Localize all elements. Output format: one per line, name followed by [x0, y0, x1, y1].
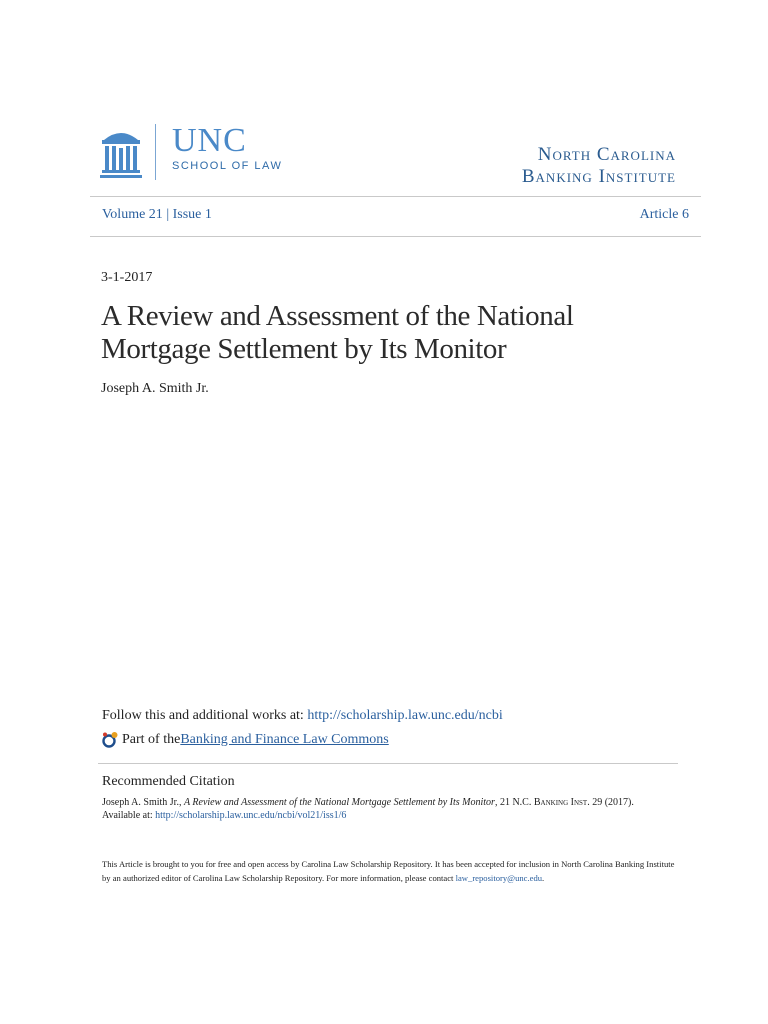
unc-label: UNC — [172, 122, 247, 159]
commons-link[interactable]: Banking and Finance Law Commons — [180, 731, 389, 747]
header-rule — [90, 196, 701, 197]
journal-name-line2: Banking Institute — [521, 166, 676, 187]
citation-page-year: 29 (2017). — [589, 797, 634, 808]
article-title: A Review and Assessment of the National Mortgage Settlement by Its Monitor — [101, 300, 574, 365]
volume-issue-line — [102, 207, 212, 223]
old-well-icon — [100, 126, 142, 180]
repository-footer-note — [102, 857, 682, 885]
footer-end: . — [542, 873, 545, 883]
unc-wordmark — [172, 124, 282, 172]
part-of-line — [102, 731, 389, 748]
issue-rule — [90, 236, 701, 237]
school-of-law-label: SCHOOL OF LAW — [172, 160, 283, 172]
journal-name[interactable] — [522, 144, 676, 188]
available-at-prefix: Available at: — [102, 810, 156, 821]
issue-link[interactable]: Issue 1 — [172, 207, 212, 222]
follow-prefix: Follow this and additional works at: — [102, 708, 308, 723]
available-at-link[interactable]: http://scholarship.law.unc.edu/ncbi/vol21/iss1/6 — [155, 810, 347, 821]
part-of-prefix: Part of the — [122, 731, 181, 747]
logo-divider — [155, 124, 156, 180]
article-number-link[interactable]: Article 6 — [639, 207, 689, 222]
footer-text: This Article is brought to you for free and open access by Carolina Law Scholarship Repository. It has been accepted for inclusion in North Carolina Banking Institute by an authorized editor of Carolina Law Scholarship Repository. For more information, please contact — [102, 859, 675, 883]
journal-name-line1: North Carolina — [537, 144, 676, 165]
network-commons-icon — [102, 731, 119, 748]
citation-rule — [98, 763, 678, 764]
citation-author: Joseph A. Smith Jr., — [102, 797, 184, 808]
citation-journal-abbr: Banking Inst. — [533, 797, 590, 808]
volume-issue-separator: | — [166, 207, 170, 222]
citation-text — [102, 796, 682, 822]
recommended-citation-heading: Recommended Citation — [102, 774, 235, 789]
publication-date: 3-1-2017 — [101, 270, 153, 285]
citation-title: A Review and Assessment of the National Mortgage Settlement by Its Monitor — [183, 797, 495, 808]
volume-link[interactable]: Volume 21 — [102, 207, 163, 222]
contact-email-link[interactable]: law_repository@unc.edu — [455, 873, 543, 883]
citation-volume: , 21 N.C. — [494, 797, 534, 808]
article-author: Joseph A. Smith Jr. — [101, 381, 209, 396]
follow-url-link[interactable]: http://scholarship.law.unc.edu/ncbi — [307, 708, 503, 723]
follow-line — [102, 708, 503, 724]
